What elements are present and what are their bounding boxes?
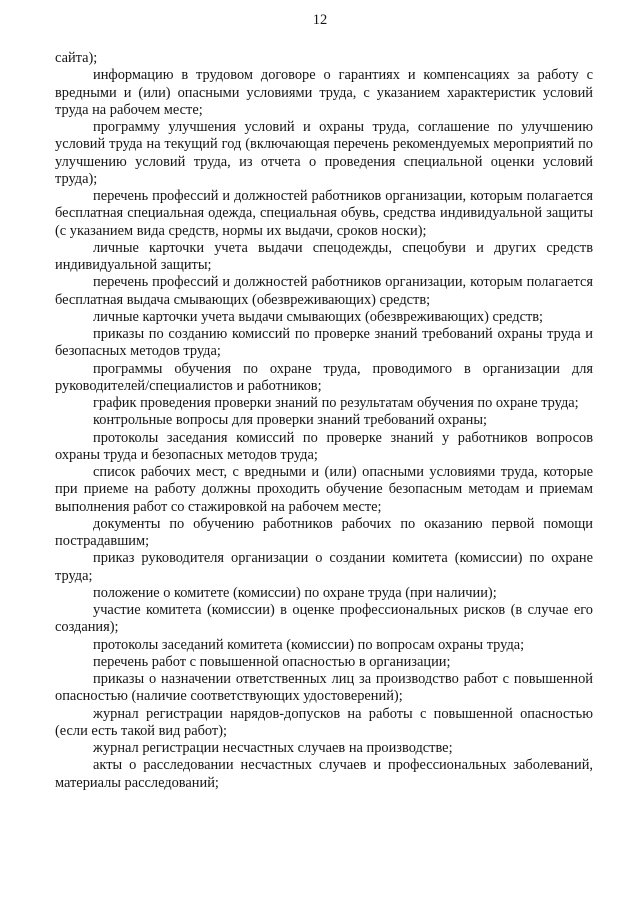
paragraph: положение о комитете (комиссии) по охране труда (при наличии); [93, 584, 497, 601]
paragraph: акты о расследовании несчастных случаев и профессиональных заболеваний, материалы расследований; [55, 757, 593, 791]
paragraph: перечень профессий и должностей работников организации, которым полагается бесплатная специальная одежда, специальная обувь, средства индивидуальной защиты (с указанием вида средств, нормы их выдачи, сроков носки); [55, 188, 593, 239]
page-number: 12 [312, 12, 328, 28]
paragraph: участие комитета (комиссии) в оценке профессиональных рисков (в случае его создания); [55, 602, 593, 636]
paragraph: приказ руководителя организации о создании комитета (комиссии) по охране труда; [55, 550, 593, 584]
paragraph: перечень работ с повышенной опасностью в организации; [93, 653, 451, 670]
paragraph: сайта); [55, 50, 98, 66]
paragraph: информацию в трудовом договоре о гарантиях и компенсациях за работу с вредными и (или) опасными условиями труда, с указанием характеристик условий труда на рабочем месте; [55, 67, 593, 118]
paragraph: перечень профессий и должностей работников организации, которым полагается бесплатная выдача смывающих (обезвреживающих) средств; [55, 274, 593, 308]
paragraph: документы по обучению работников рабочих по оказанию первой помощи пострадавшим; [55, 515, 593, 549]
paragraph: график проведения проверки знаний по результатам обучения по охране труда; [93, 395, 579, 411]
paragraph: программы обучения по охране труда, проводимого в организации для руководителей/специалистов и работников; [55, 360, 593, 394]
paragraph: программу улучшения условий и охраны труда, соглашение по улучшению условий труда на текущий год (включающая перечень рекомендуемых мероприятий по улучшению условий труда, из отчета о проведения специальной оценки условий труда); [55, 119, 593, 187]
paragraph: журнал регистрации нарядов-допусков на работы с повышенной опасностью (если есть такой вид работ); [55, 705, 593, 739]
paragraph: журнал регистрации несчастных случаев на производстве; [93, 740, 453, 756]
paragraph: контрольные вопросы для проверки знаний требований охраны; [93, 412, 488, 429]
document-body [55, 50, 593, 792]
paragraph: протоколы заседаний комитета (комиссии) по вопросам охраны труда; [93, 636, 525, 653]
paragraph: личные карточки учета выдачи смывающих (обезвреживающих) средств; [93, 308, 544, 325]
paragraph: приказы о назначении ответственных лиц за производство работ с повышенной опасностью (наличие соответствующих удостоверений); [55, 671, 593, 705]
paragraph: личные карточки учета выдачи спецодежды, спецобуви и других средств индивидуальной защиты; [55, 239, 593, 273]
paragraph: приказы по созданию комиссий по проверке знаний требований охраны труда и безопасных методов труда; [55, 326, 593, 360]
paragraph: список рабочих мест, с вредными и (или) опасными условиями труда, которые при приеме на работу должны проходить обучение безопасным методам и приемам выполнения работ со стажировкой на рабочем месте; [55, 464, 593, 515]
paragraph: протоколы заседания комиссий по проверке знаний у работников вопросов охраны труда и безопасных методов труда; [55, 429, 593, 463]
